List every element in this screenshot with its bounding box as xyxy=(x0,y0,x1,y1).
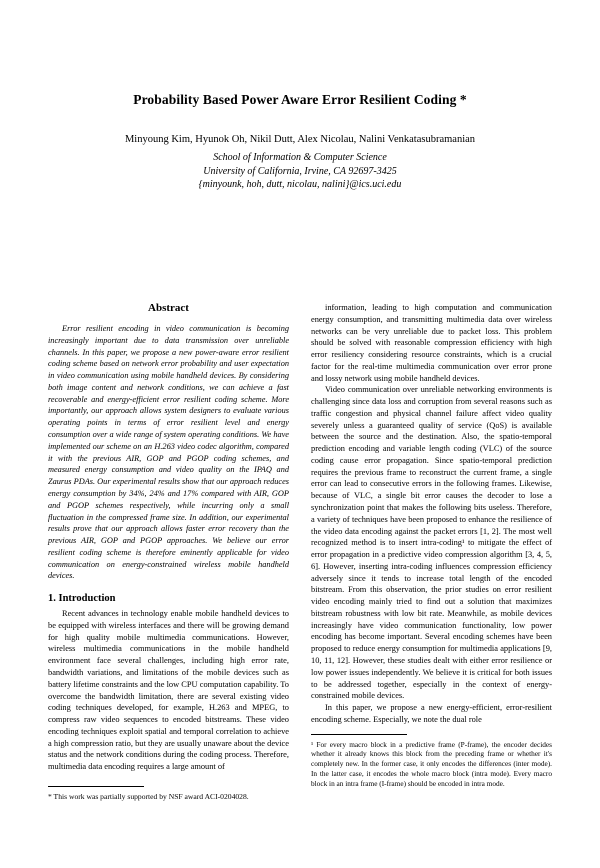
paper-page xyxy=(0,92,600,868)
affiliation-email: {minyounk, hoh, dutt, nicolau, nalini}@ics.uci.edu xyxy=(198,179,402,190)
footnote-intra-coding: ¹ For every macro block in a predictive frame (P-frame), the encoder decides whether it already knows this block from the preceding frame or whether it's completely new. In the former case, it only encodes the differences (inter mode). In the latter case, it encodes the whole macro block (intra mode). Every macro block in an intra frame (I-frame) should be encoded in intra mode. xyxy=(311,739,552,788)
affiliation-block xyxy=(0,151,600,192)
affiliation-university: University of California, Irvine, CA 92697-3425 xyxy=(203,165,397,177)
two-column-body xyxy=(48,302,552,802)
left-footnote-block xyxy=(48,780,289,802)
right-paragraph-2: Video communication over unreliable networking environments is challenging since data loss and corruption from several reasons such as traffic congestion and physical channel failure affect video quality severely unless a guaranteed quality of service (QoS) is available between the source and the destination. Also, the spatio-temporal prediction encoding and variable length coding (VLC) of the source coding cause error propagation. Since spatio-temporal prediction requires the previous frame to reconstruct the current frame, a single error can lead to consecutive errors in the following frames. Likewise, because of VLC, a single bit error causes the decoder to lose a synchronization point that makes the following bits useless. Therefore, a variety of techniques have been proposed to enhance the resilience of the video data encoding against the packet errors [1, 2]. The most well recognized method is to insert intra-coding¹ to mitigate the effect of error propagation in a predictive video compression algorithm [3, 4, 5, 6]. However, inserting intra-coding influences compression efficiency adversely since it tends to increase total length of the encoded bitstream. From this observation, the prior studies on error resilient video encoding mainly tried to find out a solution that maximizes bitstream robustness with low bit rate. Meanwhile, as mobile devices increasingly have video communication functionality, low power encoding has become important. Several encoding schemes have been proposed to reduce energy consumption for multimedia applications [9, 10, 11, 12]. However, these studies dealt with either error resilience or low power issues independently. We believe it is critical for both issues to be addressed together, especially in the context of energy-constrained mobile devices. xyxy=(311,385,552,701)
right-paragraph-1: information, leading to high computation and communication energy consumption, and transmitting multimedia data over wireless networks can be very unreliable due to packet loss. This problem should be solved with reasonable compression efficiency with high error resiliency considering resource constraints, which is a crucial factor for the real-time multimedia communication over error prone and lossy network using mobile handheld devices. xyxy=(311,303,552,383)
affiliation-department: School of Information & Computer Science xyxy=(213,152,387,163)
footnote-funding: * This work was partially supported by NSF award ACI-0204028. xyxy=(48,791,249,801)
right-paragraph-3: In this paper, we propose a new energy-efficient, error-resilient encoding scheme. Especially, we note the dual role xyxy=(311,703,552,724)
right-column xyxy=(311,302,552,802)
introduction-paragraph-1: Recent advances in technology enable mobile handheld devices to be equipped with wireless interfaces and there will be growing demand for high quality mobile multimedia communications. However, wireless multimedia communications in the mobile handheld environment face several challenges, including high error rate, bandwidth variations, and limitations of the mobile devices such as battery lifetime constraints and the low CPU computation capability. To overcome the bandwidth limitation, there are several existing video coding techniques developed, for example, H.263 and MPEG, to compress raw video sequences to encoded bitstreams. These video encoding techniques exploit spatial and temporal correlation to achieve a high compression ratio, but they are usually unaware about the device status and the network conditions during the coding process. Therefore, multimedia data encoding requires a large amount of xyxy=(48,609,289,772)
introduction-heading: 1. Introduction xyxy=(48,593,116,605)
author-list: Minyoung Kim, Hyunok Oh, Nikil Dutt, Alex Nicolau, Nalini Venkatasubramanian xyxy=(124,134,476,145)
footnote-divider xyxy=(48,786,144,787)
page-title: Probability Based Power Aware Error Resilient Coding * xyxy=(133,92,467,107)
right-footnote-block xyxy=(311,734,552,789)
abstract-heading: Abstract xyxy=(148,302,189,314)
left-column xyxy=(48,302,289,802)
abstract-text: Error resilient encoding in video communication is becoming increasingly important due to data transmission over unreliable channels. In this paper, we propose a new power-aware error resilient coding scheme based on network error probability and user expectation in video communication using mobile handheld devices. By considering both image content and network conditions, we can achieve a fast recoverable and energy-efficient error resilient coding scheme. More importantly, our approach allows system designers to evaluate various operating points in terms of error resilient level and energy consumption over a wide range of system operating conditions. We have implemented our scheme on an H.263 video codec algorithm, compared it with the previous AIR, GOP and PGOP coding schemes, and measured energy consumption and video quality on the IPAQ and Zaurus PDAs. Our experimental results show that our approach reduces energy consumption by 34%, 24% and 17% compared with AIR, GOP and PGOP schemes respectively, while incurring only a small fluctuation in the compressed frame size. In addition, our experimental results prove that our approach allows faster error recovery than the previous AIR, GOP and PGOP approaches. We believe our error resilient coding scheme is therefore eminently applicable for video communication on energy-constrained wireless mobile handheld devices. xyxy=(48,324,289,581)
footnote-divider-right xyxy=(311,734,407,735)
